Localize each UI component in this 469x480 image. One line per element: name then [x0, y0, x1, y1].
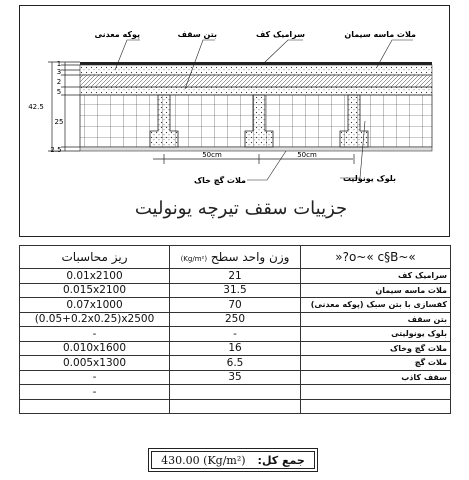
- vertical-dimension: [48, 62, 80, 151]
- table-row: [20, 341, 451, 356]
- dim-2: 2: [56, 78, 62, 86]
- cell-weight: 31.5: [170, 283, 301, 298]
- mortar-layer: [80, 65, 432, 75]
- cell-weight: [170, 385, 301, 400]
- ceiling-plaster: [80, 147, 432, 151]
- table-row: [20, 283, 451, 298]
- filler-layer: [80, 75, 432, 87]
- cell-material: ملات ماسه سیمان: [301, 283, 451, 298]
- span-1: 50cm: [202, 151, 222, 159]
- cell-weight: 35: [170, 370, 301, 385]
- cell-material: بتن سقف: [301, 312, 451, 327]
- cell-material: کفسازی با بتن سبک (پوکه معدنی): [301, 298, 451, 313]
- cell-weight: 21: [170, 269, 301, 284]
- concrete-topping: [80, 87, 432, 95]
- header-weight: [170, 246, 301, 269]
- header-calc: ریز محاسبات: [20, 246, 170, 269]
- cell-material: سرامیک کف: [301, 269, 451, 284]
- table-row: [20, 385, 451, 400]
- total-inner: [151, 451, 315, 469]
- cell-calc: 0.07x1000: [20, 298, 170, 313]
- cell-weight: 16: [170, 341, 301, 356]
- cell-calc: (0.05+0.2x0.25)x2500: [20, 312, 170, 327]
- dim-total: 42.5: [28, 103, 44, 111]
- cell-material: ملات گچ: [301, 356, 451, 371]
- header-material: »?o~« c§B~«: [301, 246, 451, 269]
- label-concrete: بتن سقف: [177, 30, 217, 39]
- load-calculation-table: [19, 245, 451, 414]
- cell-weight: 6.5: [170, 356, 301, 371]
- table-row: [20, 356, 451, 371]
- cell-weight: -: [170, 327, 301, 342]
- total-label: جمع کل:: [257, 453, 305, 467]
- table-row: [20, 370, 451, 385]
- cell-calc: 0.010x1600: [20, 341, 170, 356]
- label-tile: سرامیک کف: [256, 30, 305, 39]
- cell-weight: 250: [170, 312, 301, 327]
- cell-material: ملات گچ وخاک: [301, 341, 451, 356]
- cell-calc: -: [20, 370, 170, 385]
- table-header-row: [20, 246, 451, 269]
- header-unit: (Kg/m²): [180, 255, 208, 263]
- label-mortar: ملات ماسه سیمان: [344, 30, 416, 39]
- section-detail-frame: [19, 5, 450, 237]
- horizontal-dimension: [153, 154, 354, 164]
- header-weight-label: وزن واحد سطح: [210, 250, 290, 264]
- cell-calc: [20, 399, 170, 414]
- dim-bottom: 2.5: [50, 146, 62, 154]
- dim-3: 3: [56, 68, 62, 76]
- label-gypsum: ملات گچ خاک: [193, 176, 246, 185]
- table-row: [20, 399, 451, 414]
- total-box: [148, 448, 318, 472]
- table-row: [20, 269, 451, 284]
- cell-material: سقف کاذب: [301, 370, 451, 385]
- cell-calc: 0.005x1300: [20, 356, 170, 371]
- label-filler: پوکه معدنی: [94, 30, 140, 39]
- table-row: [20, 327, 451, 342]
- cell-calc: 0.015x2100: [20, 283, 170, 298]
- cell-calc: -: [20, 327, 170, 342]
- cell-weight: [170, 399, 301, 414]
- cell-calc: 0.01x2100: [20, 269, 170, 284]
- dim-block: 25: [54, 118, 64, 126]
- cell-material: [301, 399, 451, 414]
- cell-calc: -: [20, 385, 170, 400]
- cell-material: بلوک یونولیتی: [301, 327, 451, 342]
- table-row: [20, 298, 451, 313]
- dim-1: 1: [56, 60, 62, 68]
- cell-weight: 70: [170, 298, 301, 313]
- cell-material: [301, 385, 451, 400]
- total-value: 430.00 (Kg/m²): [161, 453, 246, 467]
- dim-5: 5: [56, 88, 62, 96]
- label-block: بلوک یونولیت: [342, 174, 396, 183]
- table-row: [20, 312, 451, 327]
- span-2: 50cm: [297, 151, 317, 159]
- diagram-caption: جزییات سقف تیرچه یونولیت: [134, 198, 348, 219]
